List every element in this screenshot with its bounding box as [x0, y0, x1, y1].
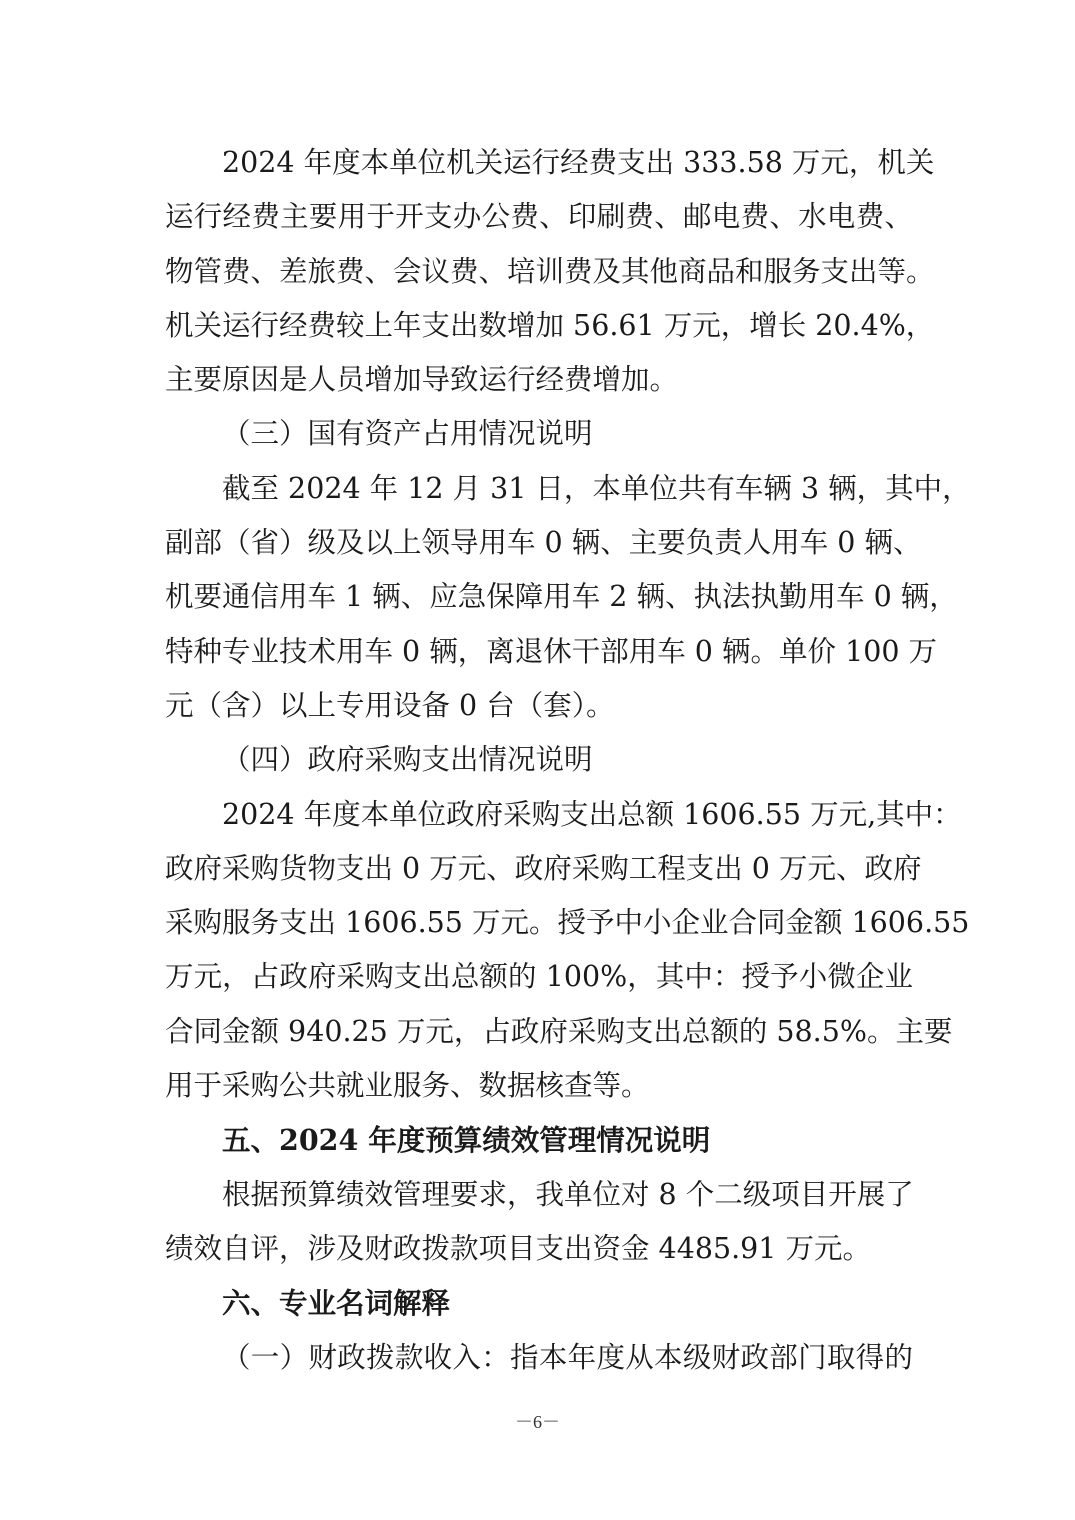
text-line-23: （一）财政拨款收入：指本年度从本级财政部门取得的	[222, 1340, 913, 1374]
section-heading-assets: （三）国有资产占用情况说明	[222, 417, 593, 451]
text-line-10: 特种专业技术用车 0 辆，离退休干部用车 0 辆。单价 100 万	[165, 634, 938, 668]
text-line-15: 采购服务支出 1606.55 万元。授予中小企业合同金额 1606.55	[165, 906, 970, 940]
text-line-21: 绩效自评，涉及财政拨款项目支出资金 4485.91 万元。	[165, 1231, 871, 1265]
text-line-7: 截至 2024 年 12 月 31 日，本单位共有车辆 3 辆，其中，	[222, 471, 971, 505]
section-heading-performance: 五、2024 年度预算绩效管理情况说明	[222, 1123, 711, 1158]
text-line-1: 2024 年度本单位机关运行经费支出 333.58 万元，机关	[222, 146, 935, 179]
section-heading-glossary: 六、专业名词解释	[222, 1286, 451, 1321]
text-line-9: 机要通信用车 1 辆、应急保障用车 2 辆、执法执勤用车 0 辆，	[165, 580, 958, 614]
text-line-16: 万元，占政府采购支出总额的 100%，其中：授予小微企业	[165, 960, 913, 994]
text-line-18: 用于采购公共就业服务、数据核查等。	[165, 1069, 650, 1103]
text-line-20: 根据预算绩效管理要求，我单位对 8 个二级项目开展了	[222, 1177, 914, 1211]
text-line-8: 副部（省）级及以上领导用车 0 辆、主要负责人用车 0 辆、	[165, 526, 922, 560]
text-line-4: 机关运行经费较上年支出数增加 56.61 万元，增长 20.4%，	[165, 308, 935, 342]
document-body	[165, 136, 971, 1385]
text-line-3: 物管费、差旅费、会议费、培训费及其他商品和服务支出等。	[165, 254, 935, 288]
text-line-2: 运行经费主要用于开支办公费、印刷费、邮电费、水电费、	[165, 200, 913, 234]
text-line-14: 政府采购货物支出 0 万元、政府采购工程支出 0 万元、政府	[165, 851, 922, 885]
text-line-5: 主要原因是人员增加导致运行经费增加。	[165, 363, 679, 397]
page-number: －6－	[515, 1412, 560, 1432]
section-heading-procurement: （四）政府采购支出情况说明	[222, 743, 593, 777]
text-line-11: 元（含）以上专用设备 0 台（套）。	[165, 688, 615, 722]
text-line-13: 2024 年度本单位政府采购支出总额 1606.55 万元,其中：	[222, 797, 962, 831]
text-line-17: 合同金额 940.25 万元，占政府采购支出总额的 58.5%。主要	[165, 1014, 953, 1048]
